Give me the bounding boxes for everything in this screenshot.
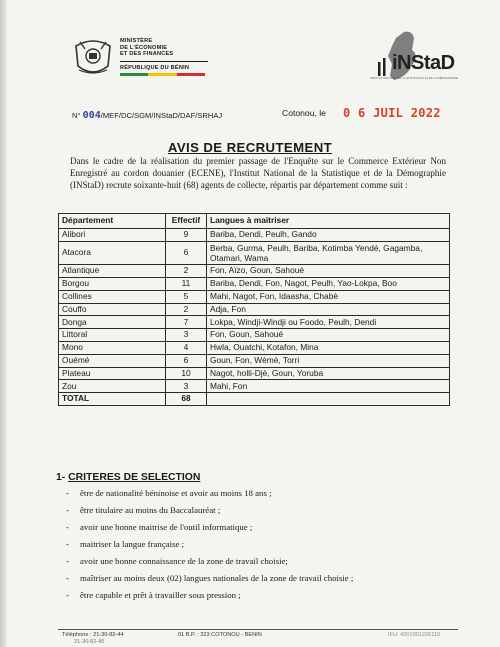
instad-logo-subtitle: INSTITUT NATIONAL DE LA STATISTIQUE ET DE LA DÉMOGRAPHIE (370, 77, 459, 80)
table-row (59, 290, 450, 303)
cell-departement: Mono (59, 341, 166, 354)
cell-departement: Atacora (59, 241, 166, 264)
cell-departement: Plateau (59, 367, 166, 380)
footer-telephone-2: 21-30-82-45 (74, 639, 105, 645)
criteria-item: - maitriser la langue française ; (66, 539, 452, 550)
cell-langues: Berba, Gurma, Peulh, Bariba, Kotimba Yendé, Gagamba, Otamari, Wama (207, 241, 450, 264)
ministry-line: DE L'ÉCONOMIE (120, 44, 168, 51)
cell-langues: Hwla, Ouatchi, Kotafon, Mina (207, 341, 450, 354)
cell-departement: Couffo (59, 303, 166, 316)
flag-stripe (120, 63, 206, 66)
ref-prefix: N° (72, 111, 81, 120)
table-row (59, 229, 450, 242)
cell-langues: Adja, Fon (207, 303, 450, 316)
table-row (59, 316, 450, 329)
cell-effectif: 6 (166, 241, 207, 264)
col-header-effectif: Effectif (166, 214, 207, 229)
criteria-heading (56, 472, 200, 483)
cell-langues: Fon, Goun, Sahoué (207, 329, 450, 342)
criteria-item: - être titulaire au moins du Baccalauréat ; (66, 505, 452, 516)
table-row (59, 303, 450, 316)
scan-edge (0, 0, 7, 647)
cell-effectif: 2 (166, 303, 207, 316)
footer-telephone: Téléphone : 21-30-82-44 (62, 632, 124, 638)
total-value: 68 (166, 393, 207, 406)
republic-label: RÉPUBLIQUE DU BÉNIN (120, 61, 208, 72)
table-row (59, 265, 450, 278)
page-title: AVIS DE RECRUTEMENT (167, 140, 333, 155)
cell-effectif: 3 (166, 329, 207, 342)
flag-green (120, 73, 148, 76)
criteria-item: - maîtriser au moins deux (02) langues nationales de la zone de travail choisie ; (66, 573, 452, 584)
table-row (59, 329, 450, 342)
cell-effectif: 2 (166, 265, 207, 278)
date-stamp: 0 6 JUIL 2022 (343, 106, 441, 120)
ref-handwritten-number: 004 (82, 110, 101, 121)
criteria-item: - avoir une bonne maitrise de l'outil informatique ; (66, 522, 452, 533)
cell-effectif: 5 (166, 290, 207, 303)
criteria-item: - être capable et prêt à travailler sous pression ; (66, 590, 452, 601)
cell-effectif: 4 (166, 341, 207, 354)
instad-logo-text: iNStaD (392, 52, 455, 74)
criteria-list (66, 488, 452, 607)
cell-effectif: 7 (166, 316, 207, 329)
footer-ifu: IFU: 4201001226110 (388, 632, 441, 638)
ministry-line: ET DES FINANCES (120, 51, 174, 58)
cell-langues: Nagot, holli-Djè, Goun, Yoruba (207, 367, 450, 380)
cell-langues: Mahi, Fon (207, 380, 450, 393)
ref-code: /MEF/DC/SGM/INStaD/DAF/SRHAJ (100, 111, 223, 120)
table-row (59, 354, 450, 367)
total-empty-cell (207, 393, 450, 406)
table-row (59, 278, 450, 291)
cell-departement: Ouémé (59, 354, 166, 367)
criteria-item: - avoir une bonne connaissance de la zone de travail choisie; (66, 556, 452, 567)
cell-departement: Donga (59, 316, 166, 329)
place-label: Cotonou, le (282, 108, 326, 118)
criteria-item: - être de nationalité béninoise et avoir au moins 18 ans ; (66, 488, 452, 499)
table-total-row (59, 393, 450, 406)
cell-departement: Atlantique (59, 265, 166, 278)
cell-departement: Littoral (59, 329, 166, 342)
footer (0, 629, 500, 647)
cell-langues: Goun, Fon, Wèmè, Torri (207, 354, 450, 367)
cell-departement: Collines (59, 290, 166, 303)
cell-departement: Alibori (59, 229, 166, 242)
cell-effectif: 3 (166, 380, 207, 393)
cell-departement: Borgou (59, 278, 166, 291)
cell-effectif: 10 (166, 367, 207, 380)
total-label: TOTAL (59, 393, 166, 406)
flag-yellow (148, 73, 176, 76)
cell-effectif: 11 (166, 278, 207, 291)
cell-effectif: 9 (166, 229, 207, 242)
recruitment-table (58, 213, 450, 406)
reference-number (72, 110, 222, 121)
flag-red (177, 73, 205, 76)
cell-effectif: 6 (166, 354, 207, 367)
cell-langues: Mahi, Nagot, Fon, Idaasha, Chabè (207, 290, 450, 303)
ministry-seal-icon (70, 36, 116, 80)
cell-langues: Bariba, Dendi, Peulh, Gando (207, 229, 450, 242)
cell-langues: Lokpa, Windji-Windji ou Foodo, Peulh, Dendi (207, 316, 450, 329)
table-row (59, 367, 450, 380)
cell-langues: Bariba, Dendi, Fon, Nagot, Peulh, Yao-Lokpa, Boo (207, 278, 450, 291)
cell-langues: Fon, Aïzo, Goun, Sahoué (207, 265, 450, 278)
table-row (59, 241, 450, 264)
table-header-row (59, 214, 450, 229)
table-row (59, 380, 450, 393)
footer-address: 01 B.P. : 323 COTONOU - BENIN (178, 632, 262, 638)
ministry-line: MINISTÈRE (120, 38, 153, 44)
footer-rule (58, 629, 458, 630)
criteria-number: 1- (56, 472, 66, 483)
criteria-title: CRITERES DE SELECTION (68, 472, 201, 483)
col-header-langues: Langues à maitriser (207, 214, 450, 229)
intro-paragraph: Dans le cadre de la réalisation du premier passage de l'Enquête sur le Commerce Extérieur Non Enregistré au cordon douanier (ECENE), l'Institut National de la Statistique et de la Démographie (INStaD) recrute soixante-huit (68) agents de collecte, répartis par département comme suit : (70, 156, 446, 190)
table-row (59, 341, 450, 354)
col-header-departement: Département (59, 214, 166, 229)
cell-departement: Zou (59, 380, 166, 393)
ministry-block (120, 38, 208, 71)
